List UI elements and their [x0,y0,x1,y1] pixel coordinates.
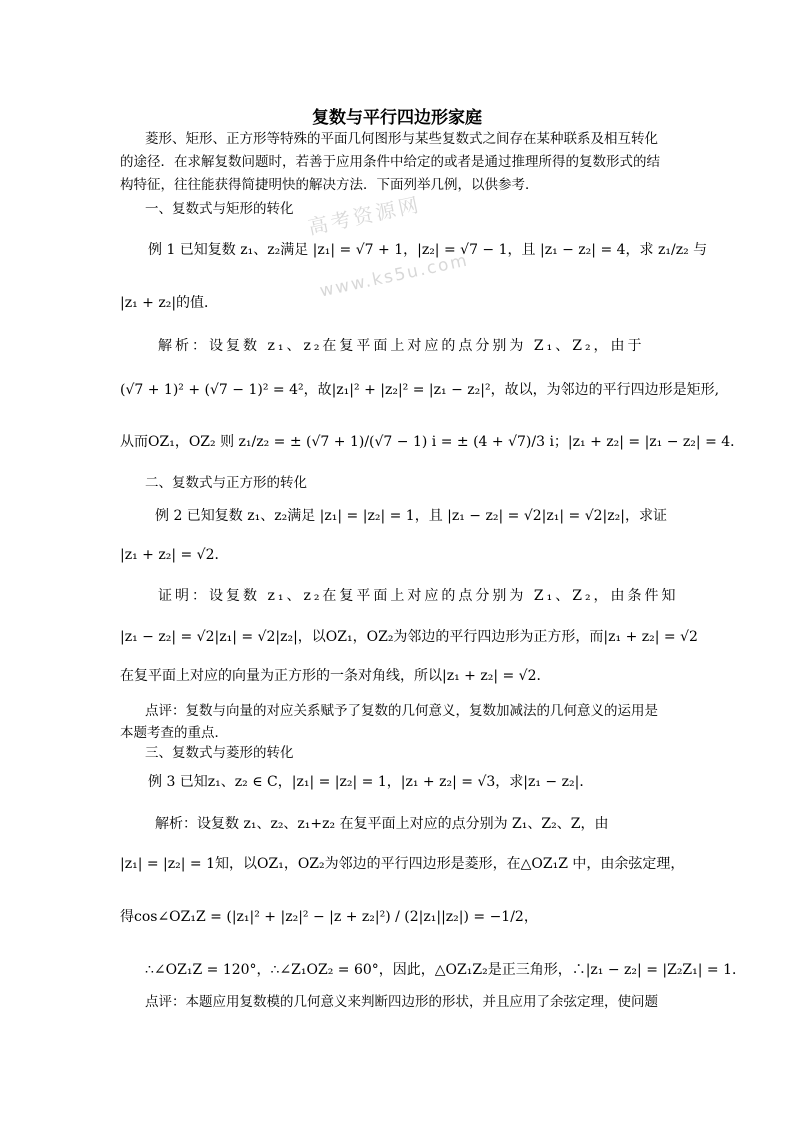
solution3-line-3: 得cos∠OZ₁Z = (|z₁|² + |z₂|² − |z + z₂|²) / (2|z₁||z₂|) = −1/2， [120,909,538,925]
section3-heading: 三、复数式与菱形的转化 [145,745,294,761]
comment2-line-1: 点评：复数与向量的对应关系赋予了复数的几何意义，复数加减法的几何意义的运用是 [145,703,658,719]
comment2-line-2: 本题考查的重点． [120,725,228,741]
section2-heading: 二、复数式与正方形的转化 [145,475,307,491]
solution1-line-2: (√7 + 1)² + (√7 − 1)² = 4²，故|z₁|² + |z₂|² = |z₁ − z₂|²，故以，为邻边的平行四边形是矩形, [120,382,720,398]
example1-statement: 例 1 已知复数 z₁、z₂满足 |z₁| = √7 + 1，|z₂| = √7 − 1，且 |z₁ − z₂| = 4，求 z₁/z₂ 与 [148,242,708,258]
proof2-line-1: 证明：设复数 z₁、z₂在复平面上对应的点分别为 Z₁、Z₂，由条件知 [158,588,679,604]
page-title: 复数与平行四边形家庭 [312,108,482,128]
example2-statement: 例 2 已知复数 z₁、z₂满足 |z₁| = |z₂| = 1，且 |z₁ − z₂| = √2|z₁| = √2|z₂|，求证 [155,508,667,524]
solution3-line-2: |z₁| = |z₂| = 1知，以OZ₁，OZ₂为邻边的平行四边形是菱形，在△OZ₁Z 中，由余弦定理， [120,856,685,872]
comment3-line-1: 点评：本题应用复数模的几何意义来判断四边形的形状，并且应用了余弦定理，使问题 [145,994,658,1010]
proof2-line-3: 在复平面上对应的向量为正方形的一条对角线，所以|z₁ + z₂| = √2． [120,668,551,684]
section1-heading: 一、复数式与矩形的转化 [145,201,294,217]
example1-statement-cont: |z₁ + z₂|的值． [120,295,219,311]
solution1-line-1: 解析：设复数 z₁、z₂在复平面上对应的点分别为 Z₁、Z₂，由于 [158,338,645,354]
solution3-line-1: 解析：设复数 z₁、z₂、z₁+z₂ 在复平面上对应的点分别为 Z₁、Z₂、Z，由 [155,816,609,832]
solution1-line-3: 从而OZ₁，OZ₂ 则 z₁/z₂ = ± (√7 + 1)/(√7 − 1) i = ± (4 + √7)/3 i；|z₁ + z₂| = |z₁ − z₂| = 4． [120,434,745,450]
example2-statement-cont: |z₁ + z₂| = √2． [120,547,229,563]
intro-line-3: 构特征，往往能获得简捷明快的解决方法．下面列举几例，以供参考． [120,177,539,193]
intro-line-2: 的途径．在求解复数问题时，若善于应用条件中给定的或者是通过推理所得的复数形式的结 [120,154,660,170]
example3-statement: 例 3 已知z₁、z₂ ∈ C，|z₁| = |z₂| = 1，|z₁ + z₂| = √3，求|z₁ − z₂|． [148,774,594,790]
solution3-line-4: ∴∠OZ₁Z = 120°，∴∠Z₁OZ₂ = 60°，因此，△OZ₁Z₂是正三角形，∴|z₁ − z₂| = |Z₂Z₁| = 1． [145,962,747,978]
watermark-url: www.ks5u.com [318,250,471,302]
watermark-text: 高考资源网 [305,192,424,240]
proof2-line-2: |z₁ − z₂| = √2|z₁| = √2|z₂|，以OZ₁，OZ₂为邻边的平行四边形为正方形，而|z₁ + z₂| = √2 [120,629,698,645]
intro-line-1: 菱形、矩形、正方形等特殊的平面几何图形与某些复数式之间存在某种联系及相互转化 [145,131,658,147]
